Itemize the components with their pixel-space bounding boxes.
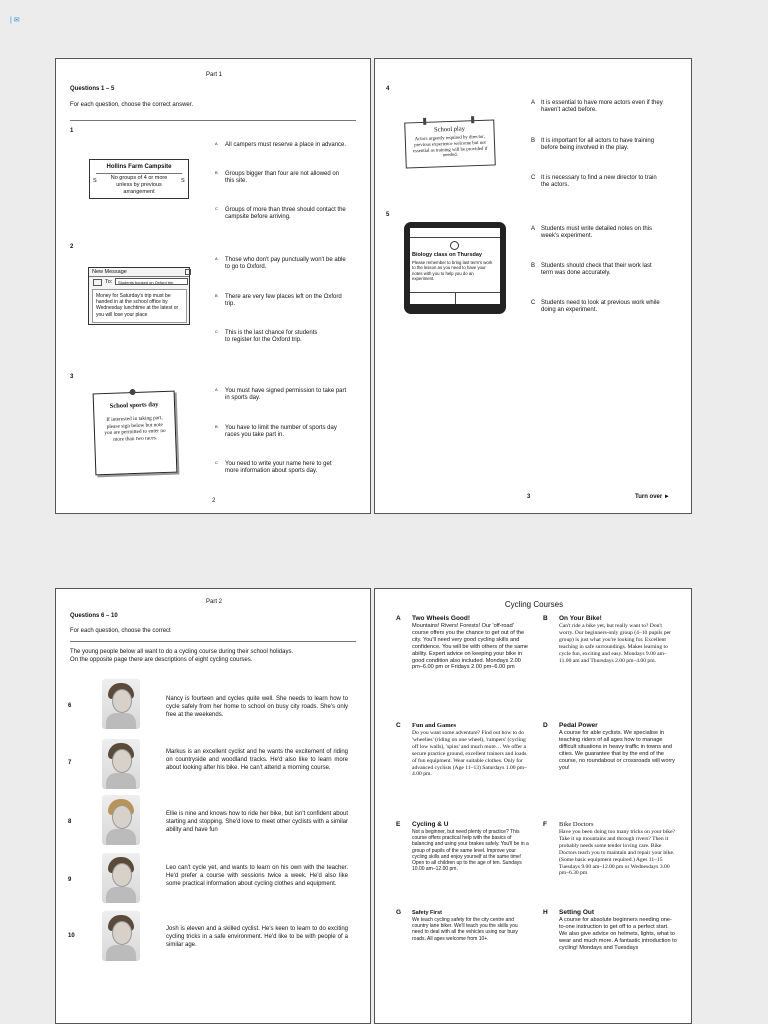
page-number: 3: [527, 494, 531, 500]
soft-key-right[interactable]: [455, 292, 500, 304]
question-number: 6: [68, 703, 72, 709]
question-number: 2: [70, 244, 74, 250]
divider: [70, 120, 356, 121]
person-photo: [102, 853, 140, 903]
divider: [96, 173, 182, 174]
person-description: Nancy is fourteen and cycles quite well. She needs to learn how to cycle safely from her home to school on busy city roads. She's only free at the weekends.: [166, 696, 348, 718]
question-number: 8: [68, 819, 72, 825]
person-photo: [102, 911, 140, 961]
person-description: Josh is eleven and a skilled cyclist. He's keen to learn to do exciting cycling tricks in a safe environment. He'd like to be with people of a similar age.: [166, 926, 348, 948]
option-a[interactable]: A Students must write detailed notes on this week's experiment.: [531, 226, 653, 240]
pin-icon: [423, 118, 426, 125]
corner-mark: | ✉: [10, 17, 20, 24]
option-c[interactable]: C It is necessary to find a new director to train the actors.: [531, 175, 657, 189]
questions-heading: Questions 1 – 5: [70, 86, 115, 92]
email-window: [88, 267, 190, 325]
status-bar: [410, 228, 500, 238]
question-number: 1: [70, 128, 74, 134]
campsite-sign: [89, 159, 189, 199]
phone-screen: [410, 228, 500, 304]
instruction: For each question, choose the correct: [70, 628, 171, 634]
question-number: 7: [68, 760, 72, 766]
option-b[interactable]: B Groups bigger than four are not allowed on this site.: [215, 170, 340, 185]
course-d: D Pedal Power A course for able cyclists. We specialise in teaching riders of all ages how to manage difficult situations in heavy traffic in towns and cities. We guarantee that by the end of the course, no roundabout or crossroads will worry you!: [543, 722, 675, 771]
course-c: C Fun and Games Do you want some adventure? Find out how to do 'wheelies' (riding on one wheel), 'rampers' (cycling off low walls), 'spins' and much more… We offer a secure practice ground, excellent trainers and loads of fun equipment. Wear suitable clothes. Only for advanced cyclists (Age 11–13) Saturdays 1.00 pm–4.00 pm.: [396, 722, 527, 778]
divider: [70, 641, 356, 642]
to-label: To:: [105, 279, 113, 285]
page-title: Cycling Courses: [504, 600, 564, 609]
person-photo: [102, 739, 140, 789]
message-text: Please remember to bring last term's work to the lesson as you need to have your notes with you to help you do an experiment.: [412, 260, 493, 282]
message-body[interactable]: Money for Saturday's trip must be handed in at the school office by Wednesday lunchtime at the latest or you will lose your place: [92, 289, 187, 323]
question-number: 9: [68, 877, 72, 883]
question-number: 5: [386, 212, 390, 218]
question-number: 10: [68, 933, 75, 939]
course-f: F Bike Doctors Have you been doing too many tricks on your bike? Take it up mountains and through rivers? Then it probably needs some tender loving care. Bike Doctors teach you to maintain and repair your bike. (Some basic equipment required.) Ages 11–15 Tuesdays 9.00 am–12.00 pm or Wednesdays 3.00 pm–6.30 pm: [543, 821, 676, 877]
person-description: Markus is an excellent cyclist and he wants the excitement of riding on countryside and woodland tracks. He'd also like to learn more about looking after his bike. He can't attend a morning course.: [166, 749, 348, 771]
option-a[interactable]: A It is essential to have more actors even if they haven't acted before.: [531, 100, 663, 114]
send-icon[interactable]: [93, 279, 102, 286]
question-number: 3: [70, 374, 74, 380]
page-part1-continued: [374, 58, 692, 514]
window-title: New Message: [92, 269, 127, 275]
notice-paper: [93, 391, 178, 476]
user-icon: [450, 241, 459, 250]
sign-title: Hollins Farm Campsite: [106, 164, 172, 170]
turn-over: Turn over ►: [635, 494, 670, 500]
person-photo: [102, 679, 140, 729]
course-a: A Two Wheels Good! Mountains! Rivers! Forests! Our 'off-road' course offers you the chance to get out of the city. You'll need very good cycling skills and confidence. You will be with others of the same ability. Expert advice on keeping your bike in good condition also included. Mondays 2.00 pm–6.00 pm or Fridays 2.00 pm–6.00 pm: [396, 615, 528, 671]
play-notice: [404, 119, 496, 168]
sign-side-mark: S: [93, 178, 97, 184]
phone-device: [404, 222, 506, 314]
page-part1: [55, 58, 371, 514]
sign-side-mark: S: [181, 178, 185, 184]
pin-icon: [471, 116, 474, 123]
part-heading: Part 1: [205, 72, 222, 78]
page-part2: [55, 588, 371, 1024]
notice-title: School play: [433, 125, 466, 134]
notice-text: Actors urgently required by director, previous experience welcome but not essential as training will be provided if needed.: [412, 134, 488, 159]
person-description: Ellie is nine and knows how to ride her bike, but isn't confident about starting and stopping. She'd love to meet other cyclists with a similar ability and have fun: [166, 811, 348, 833]
pin-icon: [129, 389, 135, 395]
message-title: Biology class on Thursday: [412, 252, 482, 258]
option-a[interactable]: A All campers must reserve a place in advance.: [215, 141, 347, 148]
option-a[interactable]: A Those who don't pay punctually won't be able to go to Oxford.: [215, 256, 346, 271]
instruction: For each question, choose the correct answer.: [70, 102, 194, 108]
part-heading: Part 2: [205, 599, 222, 605]
course-g: G Safety First We teach cycling safety for the city centre and country lane biker. We'll teach you the skills you need to deal with all the vehicles using our busy roads. All ages welcome from 10+.: [396, 909, 518, 942]
page-number: 2: [212, 498, 216, 504]
option-c[interactable]: C This is the last chance for students to register for the Oxford trip.: [215, 329, 318, 344]
course-h: H Setting Out A course for absolute beginners needing one-to-one instruction to get off to a perfect start. We also give advice on helmets, lights, what to wear and much more. A fantastic introduction to cycling! Mondays and Tuesdays: [543, 909, 677, 951]
person-description: Leo can't cycle yet, and wants to learn on his own with the teacher. He'd prefer a course with sessions twice a week. He'd also like some practical information about cycling clothes and equipment.: [166, 865, 348, 887]
option-b[interactable]: B You have to limit the number of sports day races you take part in.: [215, 424, 337, 439]
notice-text: If interested in taking part, please sign below but note you are permitted to enter no more than two races.: [104, 415, 166, 443]
option-a[interactable]: A You must have signed permission to take part in sports day.: [215, 387, 347, 402]
page-cycling-courses: [374, 588, 692, 1024]
to-field[interactable]: Students booked on Oxford trip: [115, 278, 188, 285]
option-b[interactable]: B It is important for all actors to have training before being involved in the play.: [531, 138, 655, 152]
person-photo: [102, 795, 140, 845]
option-b[interactable]: B There are very few places left on the Oxford trip.: [215, 293, 342, 308]
option-b[interactable]: B Students should check that their work last term was done accurately.: [531, 263, 652, 277]
soft-key-left[interactable]: [410, 292, 456, 304]
questions-heading: Questions 6 – 10: [70, 613, 118, 619]
course-b: B On Your Bike! Can't ride a bike yet, but really want to? Don't worry. Our beginners-only group (4–10 pupils per group) is just what you're looking for. Excellent teaching in safe surroundings. Makes learning to cycle fun, exciting and easy. Mondays 9.00 am–11.00 am and Thursdays 2.00 pm–4.00 pm.: [543, 615, 671, 664]
question-number: 4: [386, 86, 390, 92]
option-c[interactable]: C Students need to look at previous work while doing an experiment.: [531, 300, 660, 314]
option-c[interactable]: C You need to write your name here to get more information about sports day.: [215, 460, 332, 475]
course-e: E Cycling & U Not a beginner, but need plenty of practice? This course offers practical help with the basics of balancing and using your brakes safely. You'll be in a group of pupils of the same level. Improve your cycling skills and enjoy yourself at the same time! Open to all children up to the age of ten. Sundays 10.00 am–12.00 pm.: [396, 821, 529, 873]
notice-title: School sports day: [109, 401, 159, 410]
sign-text: No groups of 4 or more unless by previous arrangement: [110, 175, 168, 195]
close-icon[interactable]: [185, 269, 191, 275]
divider: [89, 276, 189, 277]
intro-text: The young people below all want to do a cycling course during their school holidays. On the opposite page there are descriptions of eight cycling courses.: [70, 649, 294, 663]
option-c[interactable]: C Groups of more than three should contact the campsite before arriving.: [215, 206, 346, 221]
